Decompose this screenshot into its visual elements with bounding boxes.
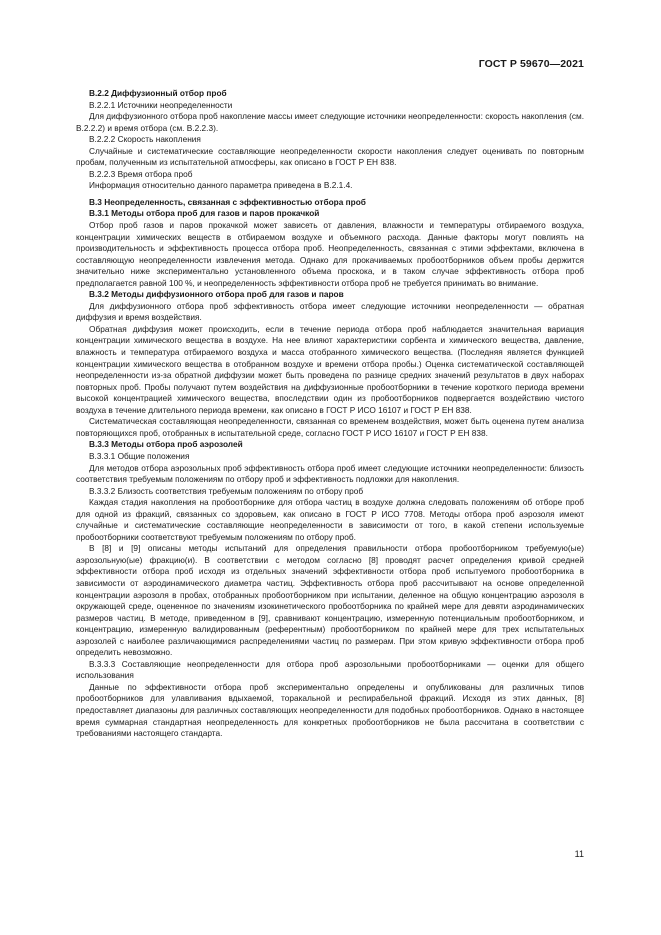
paragraph: Обратная диффузия может происходить, если в течение периода отбора проб наблюдается значительная вариация концентрации химического вещества в воздухе. На нее влияют характеристики сорбента и химического вещества, давление, влажность и температура отбираемого воздуха и масса отобранного химического вещества. (Последняя является функцией концентрации химического вещества в отобранном воздухе и времени отбора пробы.) Оценка систематической составляющей неопределенности из-за обратной диффузии может быть проведена по разнице средних значений результатов в двух наборах повторных проб. Пробы получают путем воздействия на диффузионные пробоотборники в течение короткого периода времени высокой концентрацией химического вещества, впоследствии один из пробоотборников подвергается воздействию чистого воздуха в течение длительного периода времени, как описано в ГОСТ Р ИСО 16107 и ГОСТ Р ЕН 838. bbox=[76, 323, 584, 415]
subsection-heading-b222: В.2.2.2 Скорость накопления bbox=[89, 134, 201, 145]
paragraph: В [8] и [9] описаны методы испытаний для определения правильности отбора пробоотборником требуемую(ые) аэрозольную(ые) фракцию(и). В соответствии с методом согласно [8] проводят расчет определения кривой средней эффективности отбора проб исходя из отдельных значений эффективности отбора проб испытуемого пробоотборника в зависимости от аэродинамического диаметра частиц. Эффективность отбора проб рассчитывают на основе определенной концентрации аэрозоля в пробах, отобранных пробоотборником при испытании, деленное на общую концентрацию аэрозоля в окружающей среде, оцененное по значениям изокинетического пробоотборника по крайней мере для девяти аэродинамических размеров частиц. В методе, приведенном в [9], сравнивают концентрацию, измеренную потенциальным пробоотборником, и концентрацию, измеренную валидированным (референтным) пробоотборником по крайней мере для трех испытательных аэрозолей с наиболее различающимися распределениями частиц по размерам. При этом кривую эффективности отбора проб определить невозможно. bbox=[76, 543, 584, 658]
subsection-heading-b221: В.2.2.1 Источники неопределенности bbox=[89, 99, 233, 110]
paragraph: Для методов отбора аэрозольных проб эффективность отбора проб имеет следующие источники неопределенности: близость соответствия требуемым положениям по отбору проб и эффективность подложки для накопления. bbox=[76, 462, 584, 485]
paragraph: Систематическая составляющая неопределенности, связанная со временем воздействия, может быть оценена путем анализа повторяющихся проб, отобранных в испытательной среде, согласно ГОСТ Р ИСО 16107 и ГОСТ Р ЕН 838. bbox=[76, 416, 584, 438]
subsection-heading-b332: В.3.3.2 Близость соответствия требуемым положениям по отбору проб bbox=[89, 485, 364, 496]
paragraph: Для диффузионного отбора проб накопление массы имеет следующие источники неопределенности: скорость накопления (см. В.2.2.2) и время отбора (см. В.2.2.3). bbox=[76, 111, 584, 133]
subsection-heading-b223: В.2.2.3 Время отбора проб bbox=[89, 168, 193, 179]
standard-number: ГОСТ Р 59670—2021 bbox=[478, 58, 584, 70]
paragraph: Отбор проб газов и паров прокачкой может зависеть от давления, влажности и температуры отбираемого воздуха, концентрации химических веществ в отбираемом воздухе и объемного расхода. Данные факторы могут повлиять на производительность и эффективность процесса отбора проб. Неопределенность, связанная с этими эффектами, включена в составляющую неопределенности извлечения метода. Однако для прокачиваемых пробоотборников объем пробы держится значительно ниже экспериментально установленного объема проскока, и в таком случае эффективность отбора проб предполагается равной 100 %, и неопределенность эффективности отбора проб не требуется принимать во внимание. bbox=[76, 220, 584, 288]
section-heading-b31: В.3.1 Методы отбора проб для газов и паров прокачкой bbox=[89, 208, 320, 219]
section-heading-b32: В.3.2 Методы диффузионного отбора проб для газов и паров bbox=[89, 289, 344, 300]
paragraph: Данные по эффективности отбора проб экспериментально определены и опубликованы для различных типов пробоотборников для улавливания вдыхаемой, торакальной и респирабельной фракций. Исходя из этих данных, [8] предоставляет диапазоны для различных составляющих неопределенности для подобных пробоотборников. Однако в настоящее время суммарная стандартная неопределенность для конкретных пробоотборников не была рассчитана в соответствии с требованиями настоящего стандарта. bbox=[76, 681, 584, 739]
section-heading-b3: В.3 Неопределенность, связанная с эффективностью отбора проб bbox=[89, 196, 366, 207]
section-heading-b33: В.3.3 Методы отбора проб аэрозолей bbox=[89, 439, 243, 450]
document-body bbox=[76, 88, 584, 740]
subsection-heading-b333: В.3.3.3 Составляющие неопределенности для отбора проб аэрозольными пробоотборниками — оценки для общего использования bbox=[76, 658, 584, 681]
section-heading-b22: В.2.2 Диффузионный отбор проб bbox=[89, 88, 227, 98]
paragraph: Для диффузионного отбора проб эффективность отбора имеет следующие источники неопределенности — обратная диффузия и время воздействия. bbox=[76, 300, 584, 323]
paragraph: Случайные и систематические составляющие неопределенности скорости накопления следует оценивать по повторным пробам, полученным из испытательной атмосферы, как описано в ГОСТ Р ЕН 838. bbox=[76, 145, 584, 168]
subsection-heading-b331: В.3.3.1 Общие положения bbox=[89, 450, 190, 461]
paragraph: Информация относительно данного параметра приведена в В.2.1.4. bbox=[89, 180, 353, 191]
page-number: 11 bbox=[574, 849, 584, 859]
paragraph: Каждая стадия накопления на пробоотборнике для отбора частиц в воздухе должна следовать положениям об отборе проб для одной из фракций, связанных со здоровьем, как описано в ГОСТ Р ИСО 7708. Методы отбора проб аэрозоля имеют случайные и систематические составляющие неопределенности в зависимости от того, в какой степени используемые пробоотборники соответствуют требуемым положениям по отбору проб. bbox=[76, 497, 584, 542]
